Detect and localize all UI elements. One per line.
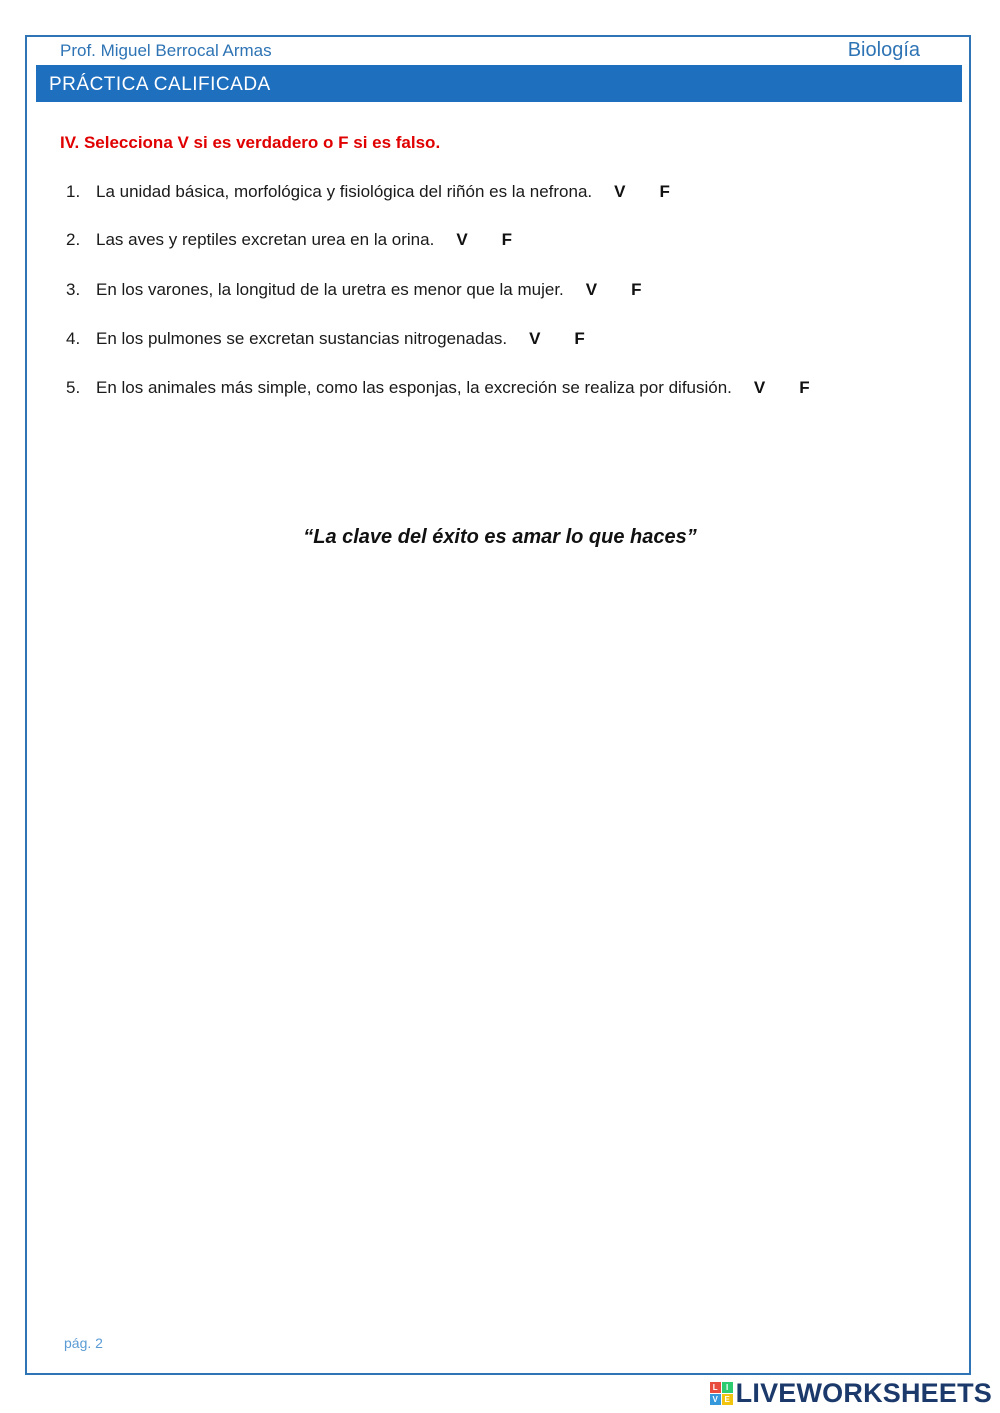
question-number: 3. xyxy=(66,280,81,299)
question-item xyxy=(66,378,810,398)
option-false[interactable]: F xyxy=(574,329,585,348)
question-item xyxy=(66,329,585,349)
logo-letter: I xyxy=(722,1382,733,1393)
question-number: 1. xyxy=(66,182,81,201)
option-true[interactable]: V xyxy=(529,329,541,348)
option-true[interactable]: V xyxy=(614,182,626,201)
option-true[interactable]: V xyxy=(585,280,598,299)
motivational-quote: “La clave del éxito es amar lo que haces” xyxy=(303,526,697,548)
author-name: Prof. Miguel Berrocal Armas xyxy=(60,41,272,60)
subject-title: Biología xyxy=(847,39,920,61)
logo-letter: E xyxy=(722,1394,733,1405)
logo-letter: L xyxy=(710,1382,721,1393)
page-number: pág. 2 xyxy=(64,1335,103,1351)
option-false[interactable]: F xyxy=(501,230,513,249)
question-item xyxy=(66,182,670,202)
question-text: En los pulmones se excretan sustancias nitrogenadas. xyxy=(96,329,508,348)
question-number: 2. xyxy=(66,230,81,249)
question-text: En los varones, la longitud de la uretra es menor que la mujer. xyxy=(96,280,564,299)
brand-name: LIVEWORKSHEETS xyxy=(735,1377,992,1408)
question-item xyxy=(66,280,642,300)
question-text: La unidad básica, morfológica y fisiológica del riñón es la nefrona. xyxy=(96,182,593,201)
option-true[interactable]: V xyxy=(456,230,468,249)
logo-letter: V xyxy=(710,1394,721,1405)
banner-title: PRÁCTICA CALIFICADA xyxy=(49,74,271,95)
option-false[interactable]: F xyxy=(631,280,642,299)
question-text: Las aves y reptiles excretan urea en la orina. xyxy=(96,230,435,249)
liveworksheets-brand[interactable] xyxy=(710,1378,992,1408)
question-number: 4. xyxy=(66,329,81,348)
option-true[interactable]: V xyxy=(753,378,766,397)
option-false[interactable]: F xyxy=(659,182,670,201)
question-text: En los animales más simple, como las esponjas, la excreción se realiza por difusión. xyxy=(96,378,732,397)
liveworksheets-logo-icon xyxy=(710,1382,733,1405)
title-banner xyxy=(36,65,962,102)
section-instruction: IV. Selecciona V si es verdadero o F si es falso. xyxy=(60,133,441,152)
question-number: 5. xyxy=(66,378,81,397)
option-false[interactable]: F xyxy=(799,378,810,397)
question-item xyxy=(66,230,512,250)
